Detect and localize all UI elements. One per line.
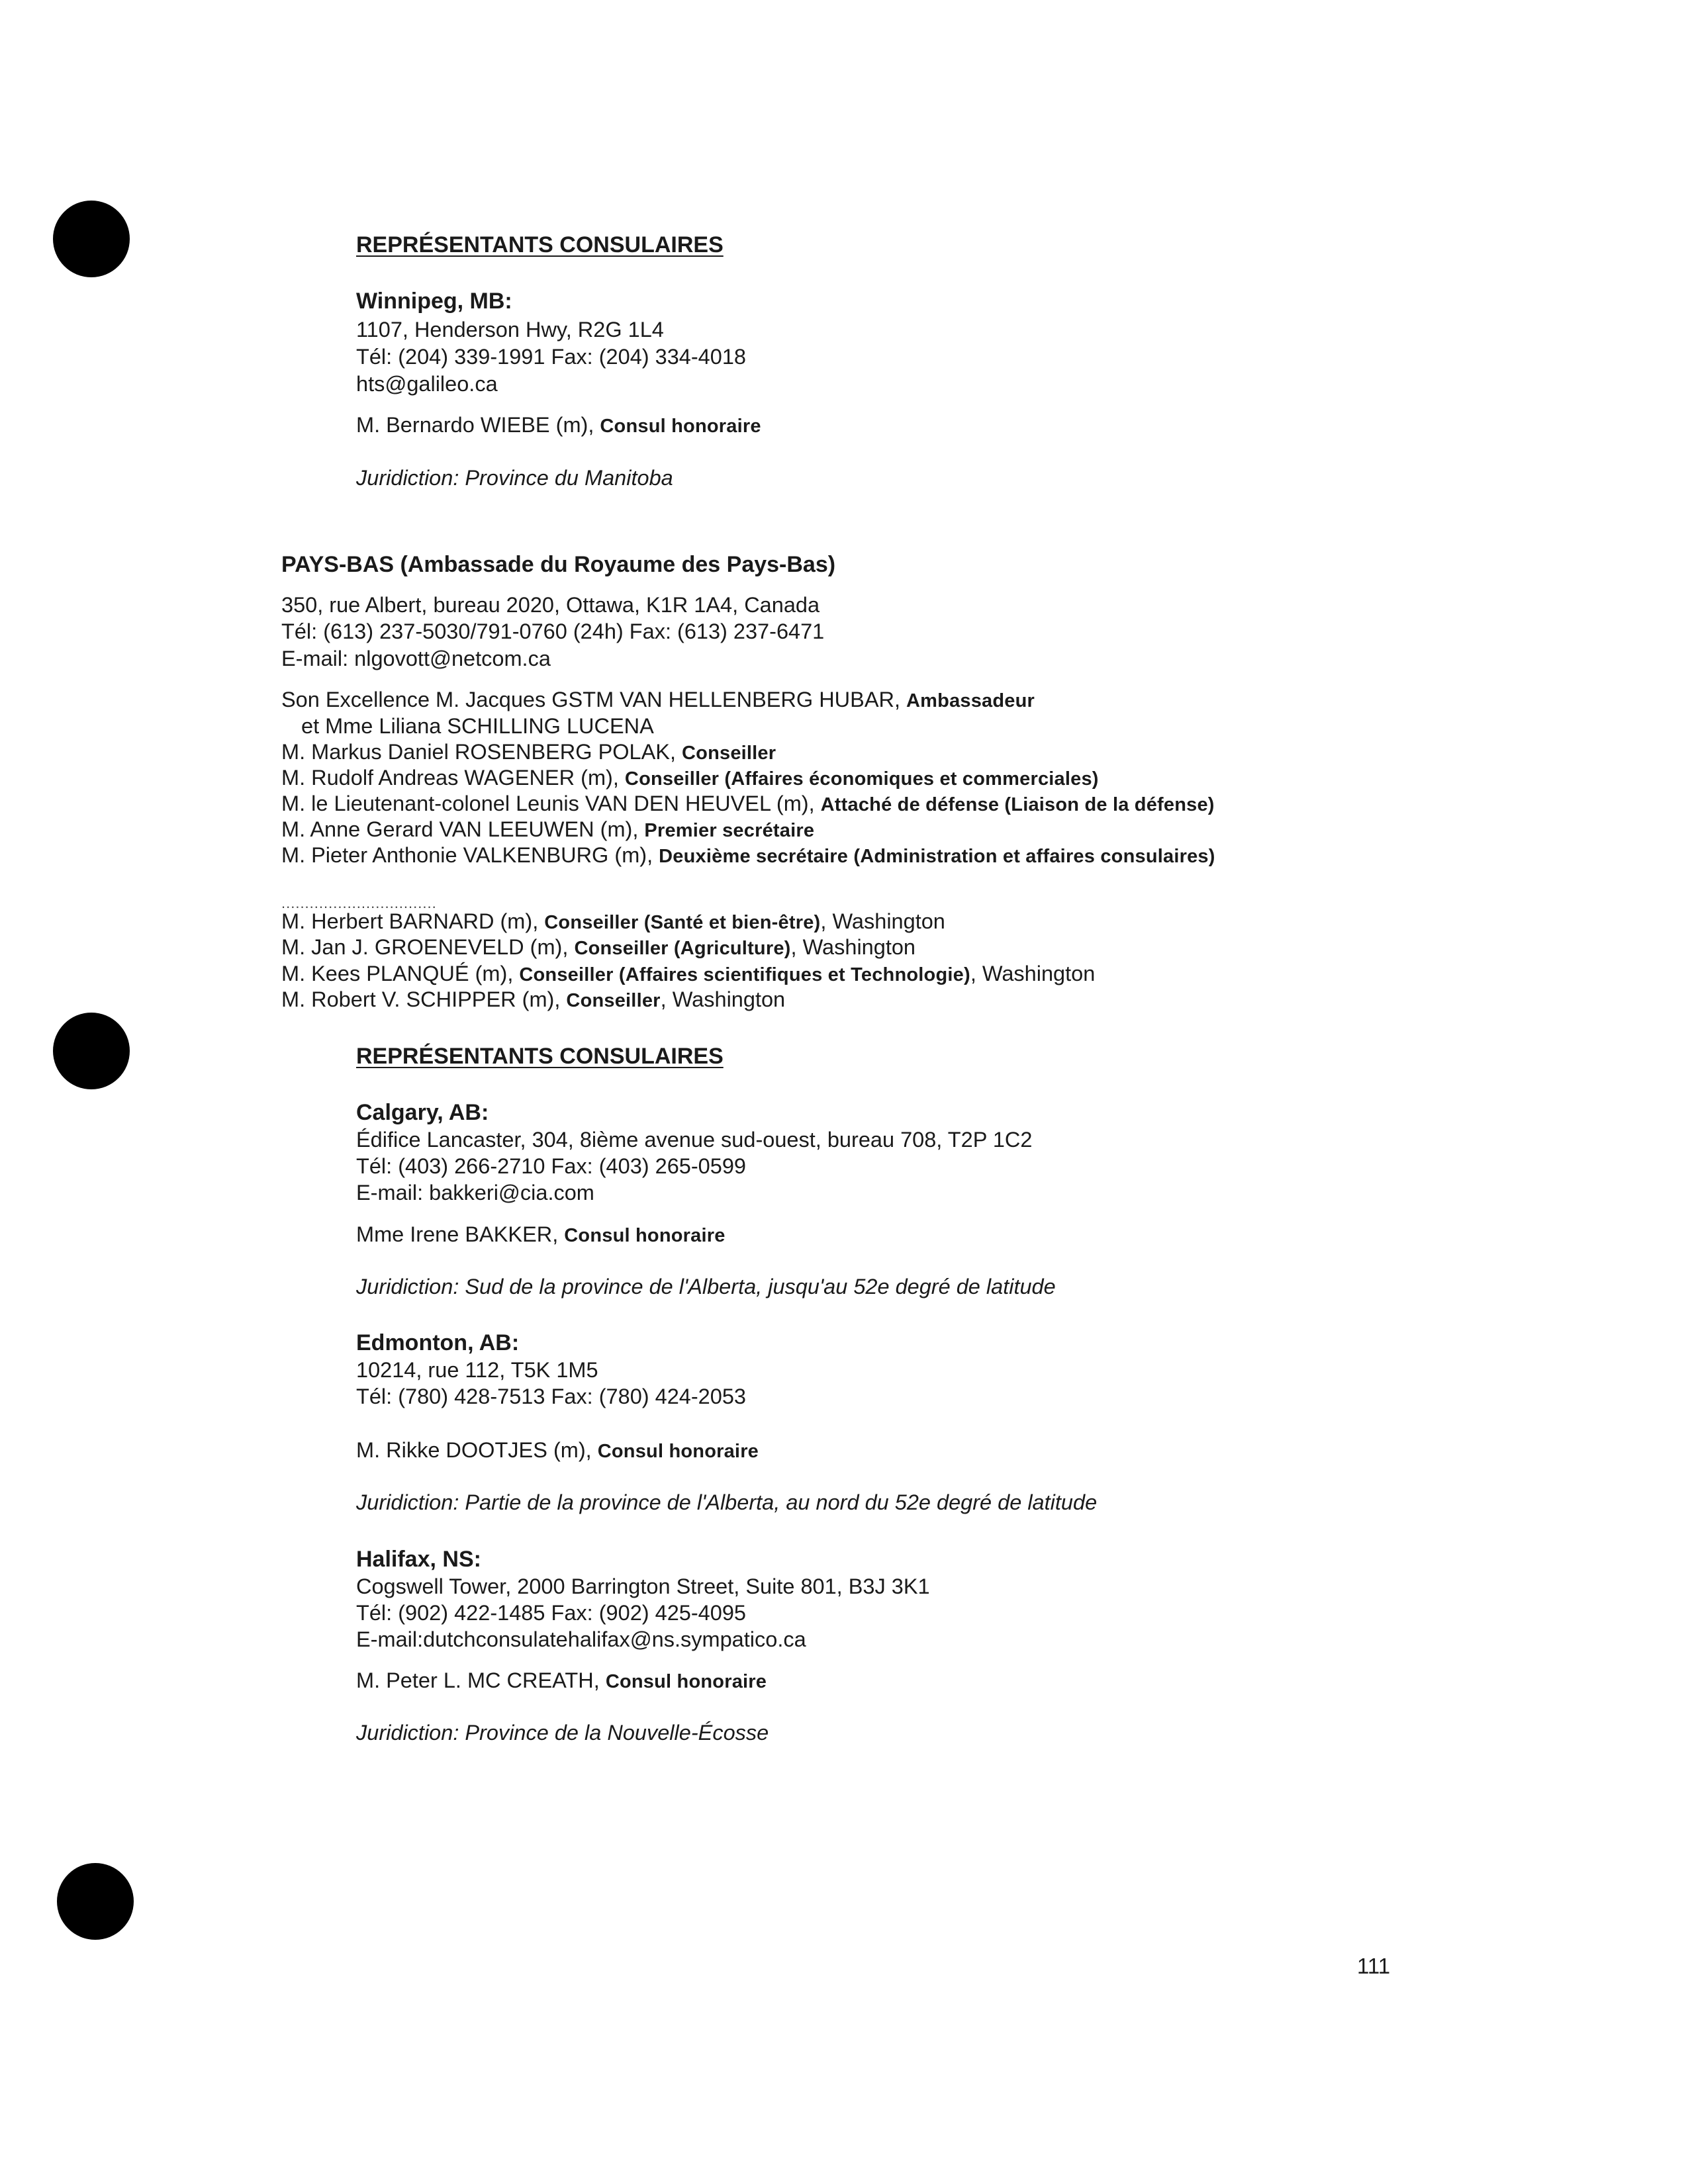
address-embassy: 350, rue Albert, bureau 2020, Ottawa, K1R 1A4, Canada bbox=[281, 593, 820, 617]
staff-title: Conseiller (Santé et bien-être) bbox=[544, 912, 821, 933]
jurisdiction-text: Sud de la province de l'Alberta, jusqu'au 52e degré de latitude bbox=[459, 1275, 1056, 1298]
staff-line-2 bbox=[281, 739, 776, 766]
staff-location: , Washington bbox=[820, 909, 945, 933]
jurisdiction-winnipeg bbox=[356, 465, 673, 491]
section-heading-winnipeg: REPRÉSENTANTS CONSULAIRES bbox=[356, 232, 724, 257]
section-heading-consulaires: REPRÉSENTANTS CONSULAIRES bbox=[356, 1044, 724, 1069]
staff-name: M. Anne Gerard VAN LEEUWEN (m), bbox=[281, 817, 645, 841]
person-calgary bbox=[356, 1221, 726, 1249]
email-calgary: E-mail: bakkeri@cia.com bbox=[356, 1181, 594, 1205]
address-winnipeg: 1107, Henderson Hwy, R2G 1L4 bbox=[356, 318, 664, 341]
staff-name: M. le Lieutenant-colonel Leunis VAN DEN HEUVEL (m), bbox=[281, 792, 821, 815]
staff-name: M. Herbert BARNARD (m), bbox=[281, 909, 545, 933]
staff-name: M. Markus Daniel ROSENBERG POLAK, bbox=[281, 740, 682, 764]
country-title-paysbas: PAYS-BAS (Ambassade du Royaume des Pays-Bas) bbox=[281, 552, 836, 577]
person-title: Consul honoraire bbox=[564, 1225, 726, 1246]
email-halifax: E-mail:dutchconsulatehalifax@ns.sympatico.ca bbox=[356, 1627, 806, 1651]
staff-name: et Mme Liliana SCHILLING LUCENA bbox=[301, 714, 654, 738]
jurisdiction-label: Juridiction: bbox=[356, 1721, 459, 1745]
person-title: Consul honoraire bbox=[605, 1671, 767, 1692]
person-edmonton bbox=[356, 1437, 759, 1465]
email-embassy: E-mail: nlgovott@netcom.ca bbox=[281, 647, 551, 670]
jurisdiction-text: Province de la Nouvelle-Écosse bbox=[459, 1721, 769, 1745]
punch-hole-top bbox=[53, 201, 130, 277]
address-edmonton: 10214, rue 112, T5K 1M5 bbox=[356, 1358, 598, 1382]
staff-location: , Washington bbox=[790, 935, 915, 959]
staff-name: M. Pieter Anthonie VALKENBURG (m), bbox=[281, 843, 659, 867]
staff-line-5 bbox=[281, 816, 814, 844]
staff-line-3 bbox=[281, 764, 1099, 792]
jurisdiction-label: Juridiction: bbox=[356, 1490, 459, 1514]
person-name: M. Rikke DOOTJES (m), bbox=[356, 1438, 598, 1462]
staff-line-1 bbox=[301, 713, 654, 739]
jurisdiction-text: Province du Manitoba bbox=[459, 466, 673, 490]
phone-winnipeg: Tél: (204) 339-1991 Fax: (204) 334-4018 bbox=[356, 345, 746, 369]
person-name: M. Bernardo WIEBE (m), bbox=[356, 413, 600, 437]
staff-title: Ambassadeur bbox=[906, 690, 1035, 711]
city-edmonton: Edmonton, AB: bbox=[356, 1330, 520, 1355]
staff-title: Conseiller (Affaires scientifiques et Technologie) bbox=[519, 964, 970, 985]
staff-title: Conseiller (Agriculture) bbox=[574, 938, 791, 959]
staff-location: , Washington bbox=[970, 962, 1096, 985]
jurisdiction-halifax bbox=[356, 1719, 769, 1746]
phone-calgary: Tél: (403) 266-2710 Fax: (403) 265-0599 bbox=[356, 1154, 746, 1178]
page-number: 111 bbox=[1357, 1954, 1391, 1978]
person-title: Consul honoraire bbox=[600, 416, 761, 437]
address-calgary: Édifice Lancaster, 304, 8ième avenue sud-ouest, bureau 708, T2P 1C2 bbox=[356, 1128, 1033, 1152]
person-winnipeg bbox=[356, 412, 761, 439]
staff-name: M. Kees PLANQUÉ (m), bbox=[281, 962, 520, 985]
punch-hole-bottom bbox=[57, 1863, 134, 1940]
dotted-separator: ................................. bbox=[281, 895, 437, 911]
person-halifax bbox=[356, 1667, 767, 1695]
staff-location: , Washington bbox=[660, 987, 786, 1011]
staff-line-6 bbox=[281, 842, 1215, 870]
staff-name: M. Rudolf Andreas WAGENER (m), bbox=[281, 766, 625, 790]
washington-line-1 bbox=[281, 934, 915, 962]
staff-title: Conseiller (Affaires économiques et commerciales) bbox=[624, 768, 1099, 790]
person-name: Mme Irene BAKKER, bbox=[356, 1222, 565, 1246]
jurisdiction-edmonton bbox=[356, 1489, 1097, 1516]
phone-edmonton: Tél: (780) 428-7513 Fax: (780) 424-2053 bbox=[356, 1385, 746, 1408]
jurisdiction-calgary bbox=[356, 1273, 1056, 1300]
washington-line-3 bbox=[281, 986, 785, 1014]
jurisdiction-label: Juridiction: bbox=[356, 466, 459, 490]
staff-name: Son Excellence M. Jacques GSTM VAN HELLENBERG HUBAR, bbox=[281, 688, 907, 711]
washington-line-2 bbox=[281, 960, 1095, 988]
email-winnipeg: hts@galileo.ca bbox=[356, 372, 498, 396]
phone-embassy: Tél: (613) 237-5030/791-0760 (24h) Fax: (613) 237-6471 bbox=[281, 619, 825, 643]
person-name: M. Peter L. MC CREATH, bbox=[356, 1668, 606, 1692]
staff-name: M. Robert V. SCHIPPER (m), bbox=[281, 987, 567, 1011]
jurisdiction-label: Juridiction: bbox=[356, 1275, 459, 1298]
person-title: Consul honoraire bbox=[597, 1441, 759, 1462]
punch-hole-middle bbox=[53, 1013, 130, 1089]
staff-title: Deuxième secrétaire (Administration et affaires consulaires) bbox=[659, 846, 1215, 867]
staff-title: Attaché de défense (Liaison de la défense) bbox=[820, 794, 1215, 815]
staff-title: Premier secrétaire bbox=[644, 820, 815, 841]
washington-line-0 bbox=[281, 908, 945, 936]
staff-name: M. Jan J. GROENEVELD (m), bbox=[281, 935, 575, 959]
city-halifax: Halifax, NS: bbox=[356, 1547, 481, 1572]
jurisdiction-text: Partie de la province de l'Alberta, au nord du 52e degré de latitude bbox=[459, 1490, 1098, 1514]
city-winnipeg: Winnipeg, MB: bbox=[356, 289, 512, 314]
staff-line-0 bbox=[281, 686, 1035, 714]
staff-title: Conseiller bbox=[566, 990, 661, 1011]
city-calgary: Calgary, AB: bbox=[356, 1100, 489, 1125]
address-halifax: Cogswell Tower, 2000 Barrington Street, Suite 801, B3J 3K1 bbox=[356, 1574, 930, 1598]
phone-halifax: Tél: (902) 422-1485 Fax: (902) 425-4095 bbox=[356, 1601, 746, 1625]
staff-line-4 bbox=[281, 790, 1215, 818]
staff-title: Conseiller bbox=[682, 743, 776, 764]
